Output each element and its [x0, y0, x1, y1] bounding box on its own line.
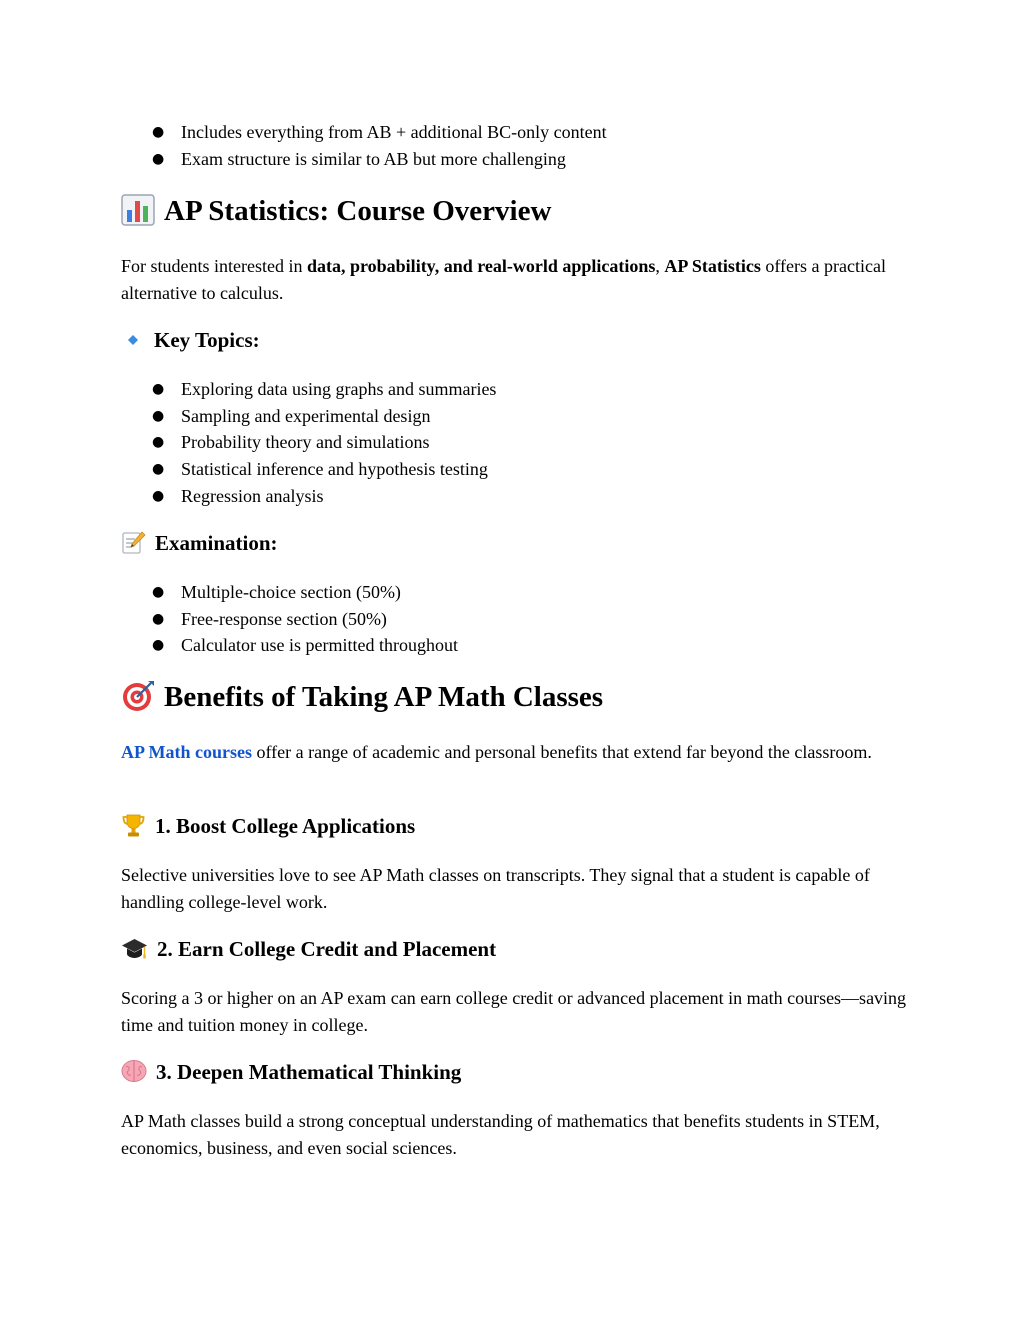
ap-math-courses-link[interactable]: AP Math courses — [121, 742, 252, 762]
bullet-icon: ● — [152, 461, 165, 478]
bullet-icon: ● — [152, 610, 165, 627]
bar-chart-icon — [121, 194, 155, 226]
bullet-icon: ● — [152, 637, 165, 654]
list-item: ● Exploring data using graphs and summaries — [121, 376, 911, 403]
bullet-icon: ● — [152, 124, 165, 140]
list-item: ● Exam structure is similar to AB but more challenging — [121, 146, 911, 173]
key-topics-list — [121, 376, 911, 509]
key-topics-heading: Key Topics: — [121, 326, 911, 354]
benefit-1-heading: 1. Boost College Applications — [121, 812, 911, 841]
list-item: ● Free-response section (50%) — [121, 606, 911, 633]
target-icon — [121, 679, 155, 713]
bullet-icon: ● — [152, 407, 165, 424]
bullet-icon: ● — [152, 487, 165, 504]
stats-intro-paragraph: For students interested in data, probability, and real-world applications, AP Statistics offers a practical alternative to calculus. — [121, 256, 886, 303]
examination-heading: Examination: — [121, 529, 911, 558]
list-item: ● Includes everything from AB + additional BC-only content — [121, 119, 911, 146]
stats-heading: AP Statistics: Course Overview — [121, 194, 911, 229]
list-item: ● Regression analysis — [121, 483, 911, 510]
list-item: ● Sampling and experimental design — [121, 403, 911, 430]
graduation-cap-icon — [121, 936, 148, 961]
benefits-intro-paragraph: AP Math courses offer a range of academic and personal benefits that extend far beyond the classroom. — [121, 742, 872, 762]
memo-icon — [121, 530, 146, 555]
trophy-icon — [121, 813, 146, 838]
brain-icon — [121, 1059, 147, 1083]
intro-bullet-list — [121, 119, 911, 172]
bullet-icon: ● — [152, 584, 165, 600]
examination-list — [121, 579, 911, 659]
benefit-3-text: AP Math classes build a strong conceptual understanding of mathematics that benefits students in STEM, economics, business, and even social sciences. — [121, 1111, 880, 1158]
list-item: ● Statistical inference and hypothesis testing — [121, 456, 911, 483]
list-item: ● Calculator use is permitted throughout — [121, 632, 911, 659]
benefit-3-heading: 3. Deepen Mathematical Thinking — [121, 1058, 911, 1086]
list-item: ● Probability theory and simulations — [121, 429, 911, 456]
benefit-2-heading: 2. Earn College Credit and Placement — [121, 935, 911, 964]
bullet-icon: ● — [152, 150, 165, 167]
blue-diamond-icon — [121, 329, 145, 351]
bullet-icon: ● — [152, 434, 165, 451]
bullet-icon: ● — [152, 381, 165, 397]
benefit-2-text: Scoring a 3 or higher on an AP exam can earn college credit or advanced placement in math courses—saving time and tuition money in college. — [121, 988, 907, 1035]
benefit-1-text: Selective universities love to see AP Math classes on transcripts. They signal that a student is capable of handling college-level work. — [121, 865, 870, 912]
benefits-heading: Benefits of Taking AP Math Classes — [121, 680, 911, 716]
list-item: ● Multiple-choice section (50%) — [121, 579, 911, 606]
